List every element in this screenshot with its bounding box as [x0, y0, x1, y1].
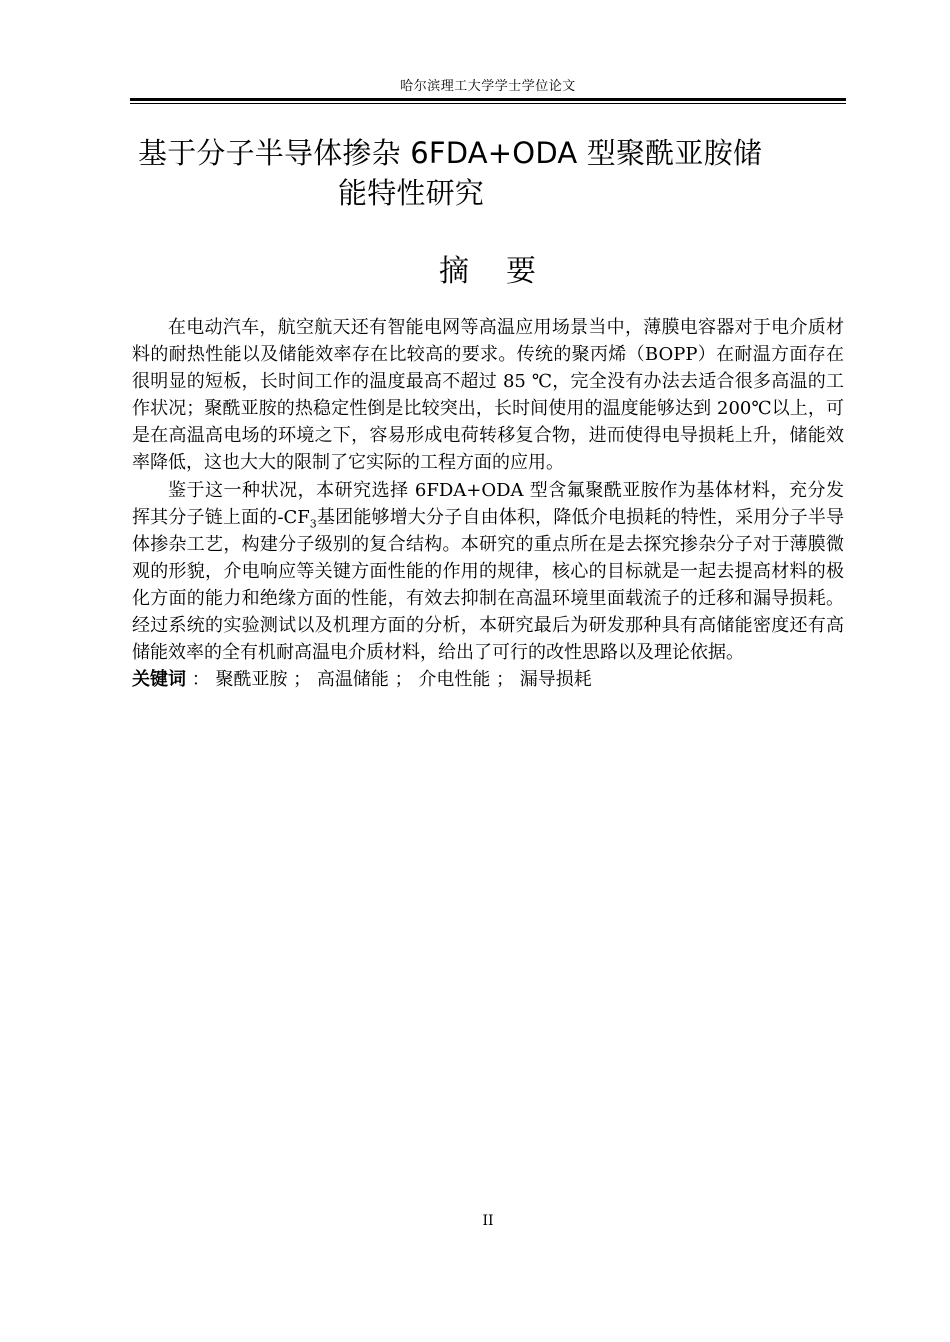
abstract-heading-char2: 要	[506, 254, 537, 289]
keywords-line	[132, 666, 844, 693]
abstract-paragraph-2-part2: 基团能够增大分子自由体积，降低介电损耗的特性，采用分子半导体掺杂工艺，构建分子级别的复合结构。本研究的重点所在是去探究掺杂分子对于薄膜微观的形貌，介电响应等关键方面性能的作用的规律，核心的目标就是一起去提高材料的极化方面的能力和绝缘方面的性能，有效去抑制在高温环境里面载流子的迁移和漏导损耗。经过系统的实验测试以及机理方面的分析，本研究最后为研发那种具有高储能密度还有高储能效率的全有机耐高温电介质材料，给出了可行的改性思路以及理论依据。	[132, 506, 845, 664]
header-rule-thick	[130, 98, 846, 101]
abstract-paragraph-2	[132, 477, 844, 667]
thesis-title-line1: 基于分子半导体掺杂 6FDA+ODA 型聚酰亚胺储	[138, 136, 763, 170]
cf3-subscript: 3	[309, 517, 317, 531]
keywords-list: ： 聚酰亚胺 ； 高温储能 ； 介电性能 ； 漏导损耗	[186, 669, 592, 691]
keywords-label: 关键词	[132, 669, 186, 691]
running-header: 哈尔滨理工大学学士学位论文	[400, 79, 576, 94]
abstract-paragraph-1: 在电动汽车，航空航天还有智能电网等高温应用场景当中，薄膜电容器对于电介质材料的耐热性能以及储能效率存在比较高的要求。传统的聚丙烯（BOPP）在耐温方面存在很明显的短板，长时间工作的温度最高不超过 85 ℃，完全没有办法去适合很多高温的工作状况；聚酰亚胺的热稳定性倒是比较突出，长时间使用的温度能够达到 200℃以上，可是在高温高电场的环境之下，容易形成电荷转移复合物，进而使得电导损耗上升，储能效率降低，这也大大的限制了它实际的工程方面的应用。	[132, 317, 844, 474]
thesis-title	[138, 133, 850, 213]
abstract-body	[132, 314, 844, 693]
abstract-heading	[130, 252, 846, 292]
abstract-heading-char1: 摘	[439, 254, 470, 289]
thesis-title-line2: 能特性研究	[338, 176, 485, 210]
page-number: II	[482, 1213, 494, 1229]
abstract-paragraph-2-part1: 鉴于这一种状况，本研究选择 6FDA+ODA 型含氟聚酰亚胺作为基体材料，充分发挥其分子链上面的-CF	[132, 479, 844, 528]
header-rule-thin	[130, 103, 846, 104]
